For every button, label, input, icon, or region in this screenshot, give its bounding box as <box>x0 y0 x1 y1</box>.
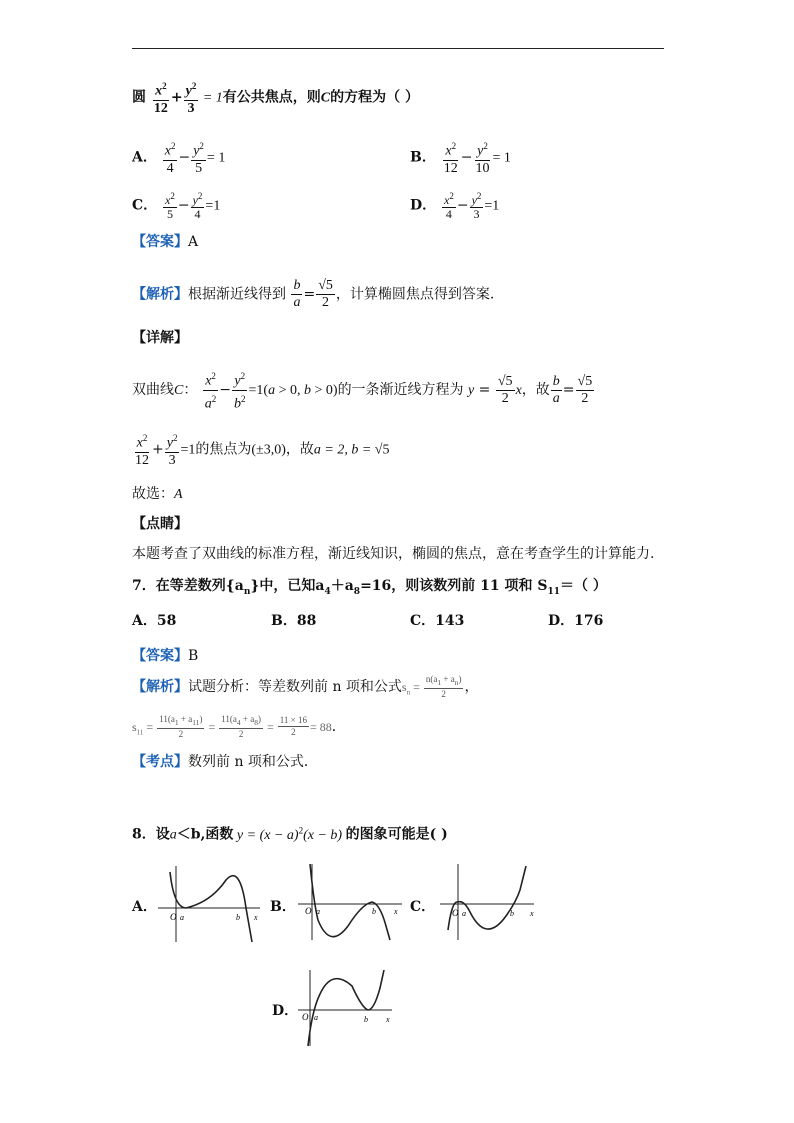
frac: $\frac{y^2}{10}$ <box>473 138 491 177</box>
analysis-tag: 【解析】 <box>132 286 188 303</box>
b-label: b <box>236 913 240 922</box>
q8-graph-d <box>296 966 400 1048</box>
q8-option-d-label: D． <box>272 1003 299 1019</box>
analysis-text-2: ，计算椭圆焦点得到答案. <box>335 286 495 303</box>
kaodian-tag: 【考点】 <box>132 754 188 770</box>
frac: $\frac{x^2}{4}$ <box>444 191 454 221</box>
ellipse-frac-x: $\frac{x^2}{12}$ <box>152 78 170 117</box>
q7-answer <box>132 646 198 666</box>
frac: $\frac{√5}{2}$ <box>577 373 593 406</box>
frac-b-over-a: $\frac{b}{a}$ <box>293 278 301 310</box>
frac-num: x <box>444 193 450 207</box>
analysis-text: 试题分析：等差数列前 n 项和公式 <box>188 678 402 695</box>
x-label: x <box>386 1015 390 1024</box>
q8-stem-a: 8．设 <box>132 826 170 843</box>
option-rhs: =1 <box>484 198 500 214</box>
q6-comment-tag: 【点睛】 <box>132 516 188 532</box>
frac-den: 5 <box>166 207 173 221</box>
frac-num: x <box>165 193 171 207</box>
frac: $\frac{y^2}{5}$ <box>191 138 206 177</box>
detail-text: 的一条渐近线方程为 <box>337 382 464 399</box>
q8-stem-b: ＜b,函数 <box>176 826 234 843</box>
frac: $\frac{√5}{2}$ <box>497 373 513 406</box>
curve <box>310 864 390 940</box>
q8-option-a-label: A． <box>132 899 157 915</box>
q7-analysis: 【解析】试题分析：等差数列前 n 项和公式$s_n$ = $\frac{n(a_1 + a_n)}{2}$ ， <box>132 674 479 699</box>
q6-detail-line-1: 双曲线C： $\frac{x^2}{a^2}$ − $\frac{y^2}{b^2}$ =1(a > 0, b > 0)的一条渐近线方程为 y = $\frac{√5}{2}$ x，故 $\frac{b}{a}$ = $\frac{√5}{2}$ <box>132 368 595 412</box>
frac: $\frac{y^2}{3}$ <box>471 191 482 221</box>
a-label: a <box>314 1013 318 1022</box>
frac-num: y <box>192 193 198 207</box>
frac-den: 10 <box>475 160 490 176</box>
origin-label: O <box>302 1012 309 1022</box>
frac-num: y <box>471 193 477 207</box>
q7-stem-1: 7．在等差数列{a <box>132 578 244 594</box>
analysis-text: 根据渐近线得到 <box>188 286 286 303</box>
q8-graph-a <box>156 862 268 944</box>
a-label: a <box>462 909 466 918</box>
q8-stem-c: 的图象可能是( ) <box>345 826 448 843</box>
q7-option-d: D．176 <box>548 613 604 629</box>
a-label: a <box>180 913 184 922</box>
sum-formula-frac: $\frac{n(a_1 + a_n)}{2}$ <box>425 674 462 699</box>
curve <box>448 866 526 930</box>
frac-den: 5 <box>195 160 203 176</box>
answer-value: A <box>188 234 199 250</box>
b-label: b <box>510 909 514 918</box>
frac-num: y <box>193 143 200 159</box>
frac: $\frac{y^2}{4}$ <box>192 191 203 221</box>
q6-stem-end: 的方程为（ ） <box>330 89 419 106</box>
frac: $\frac{x^2}{5}$ <box>165 191 175 221</box>
q8-graph-c <box>438 860 542 942</box>
q8-option-c-label: C． <box>410 899 436 915</box>
detail-text: ，故 <box>521 382 550 399</box>
frac: $\frac{y^2}{b^2}$ <box>232 368 248 412</box>
q6-stem-c: C <box>320 90 331 106</box>
frac-den: 3 <box>473 207 480 221</box>
frac: $\frac{x^2}{12}$ <box>442 138 460 177</box>
frac-den: 4 <box>194 207 201 221</box>
q6-choose <box>132 484 183 505</box>
q6-answer <box>132 232 198 252</box>
option-rhs: =1 <box>205 198 221 214</box>
header-rule <box>132 48 664 49</box>
option-label: C． <box>132 197 158 214</box>
q6-option-c: C． $\frac{x^2}{5}$ − $\frac{y^2}{4}$ =1 <box>132 191 221 221</box>
q8-stem: 8．设a＜b,函数 $y = (x - a)^2(x - b)$ 的图象可能是( ) <box>132 825 448 843</box>
frac-den: 12 <box>443 160 458 176</box>
option-label: D． <box>410 197 437 214</box>
detail-result: a = 2, b = <box>313 442 375 458</box>
q7-kaodian <box>132 752 318 772</box>
detail-text: 双曲线 <box>132 382 174 399</box>
detail-text: 的焦点为 <box>195 441 252 458</box>
formula-result: = 88 <box>310 719 332 734</box>
option-rhs: = 1 <box>492 150 511 166</box>
curve <box>308 970 384 1046</box>
option-label: A． <box>132 149 157 166</box>
frac-num: y <box>477 143 484 159</box>
q6-stem: 圆 $\frac{x^2}{12}$ + $\frac{y^2}{3}$ = 1有公共焦点，则C的方程为（ ） <box>132 78 419 117</box>
frac-sqrt5-over-2: $\frac{√5}{2}$ <box>318 278 333 310</box>
answer-tag: 【答案】 <box>132 234 188 250</box>
q7-option-a: A．58 <box>132 613 177 629</box>
x-label: x <box>254 913 258 922</box>
q8-graph-b <box>296 860 408 942</box>
origin-label: O <box>452 908 459 918</box>
q7-stem-2: }中，已知a <box>250 578 325 594</box>
q7-stem-4: =16，则该数列前 11 项和 S <box>360 578 548 594</box>
focus-coords: (±3,0) <box>251 442 286 458</box>
q7-stem-5: ＝（ ） <box>560 578 607 594</box>
frac: $\frac{b}{a}$ <box>552 373 560 406</box>
option-rhs: = 1 <box>206 150 226 166</box>
b-label: b <box>372 907 376 916</box>
b-label: b <box>364 1015 368 1024</box>
q6-detail-tag: 【详解】 <box>132 330 188 346</box>
q6-detail-line-2: $\frac{x^2}{12}$ + $\frac{y^2}{3}$ =1的焦点为(±3,0)，故a = 2, b = √5 <box>132 430 389 469</box>
frac-num: x <box>445 143 452 159</box>
option-label: B． <box>410 149 436 166</box>
q6-stem-suffix: 有公共焦点，则 <box>222 89 321 106</box>
x-label: x <box>394 907 398 916</box>
origin-label: O <box>305 906 312 916</box>
x-label: x <box>530 909 534 918</box>
origin-label: O <box>170 912 177 922</box>
q6-option-d: D． $\frac{x^2}{4}$ − $\frac{y^2}{3}$ =1 <box>410 191 500 221</box>
choose-label: 故选： <box>132 486 174 502</box>
frac: $\frac{11(a_4 + a_8)}{2}$ <box>221 714 261 739</box>
analysis-tag: 【解析】 <box>132 678 188 695</box>
frac: $\frac{y^2}{3}$ <box>165 430 180 469</box>
frac: $\frac{11 \times 16}{2}$ <box>279 715 307 738</box>
q7-stem-3: ＋a <box>330 578 354 594</box>
frac-den: 4 <box>445 207 452 221</box>
q7-formula: $s_{11}$ = $\frac{11(a_1 + a_{11})}{2}$ = $\frac{11(a_4 + a_8)}{2}$ = $\frac{11 \times 16}{2}$ = 88． <box>132 714 346 739</box>
ellipse-frac-y: $\frac{y^2}{3}$ <box>184 78 199 117</box>
a-label: a <box>316 907 320 916</box>
kaodian-text: 数列前 n 项和公式． <box>188 754 318 770</box>
q7-stem: 7．在等差数列$\{a_n\}$中，已知$a_4+a_8=16$，则该数列前 11 项和 $S_{11}=$（ ） <box>132 578 607 597</box>
answer-value: B <box>188 648 199 664</box>
q6-option-a: A． $\frac{x^2}{4}$ − $\frac{y^2}{5}$ = 1 <box>132 138 225 177</box>
answer-tag: 【答案】 <box>132 648 188 664</box>
q6-stem-prefix: 圆 <box>132 89 146 106</box>
curve <box>170 872 252 942</box>
q6-comment: 本题考查了双曲线的标准方程，渐近线知识，椭圆的焦点，意在考查学生的计算能力. <box>132 546 655 562</box>
q7-option-b: B．88 <box>271 613 317 629</box>
choose-value: A <box>174 487 183 502</box>
frac: $\frac{11(a_1 + a_{11})}{2}$ <box>159 714 203 739</box>
detail-text: ，故 <box>285 441 314 458</box>
frac: $\frac{x^2}{4}$ <box>163 138 178 177</box>
frac-den: 4 <box>166 160 174 176</box>
q8-option-b-label: B． <box>270 899 296 915</box>
frac-num: x <box>164 143 171 159</box>
q6-analysis: 【解析】根据渐近线得到 $\frac{b}{a}$ = $\frac{√5}{2}$ ，计算椭圆焦点得到答案. <box>132 278 495 310</box>
frac: $\frac{x^2}{12}$ <box>133 430 151 469</box>
q7-option-c: C．143 <box>410 613 465 629</box>
q6-option-b: B． $\frac{x^2}{12}$ − $\frac{y^2}{10}$ = 1 <box>410 138 511 177</box>
frac: $\frac{x^2}{a^2}$ <box>203 368 219 412</box>
